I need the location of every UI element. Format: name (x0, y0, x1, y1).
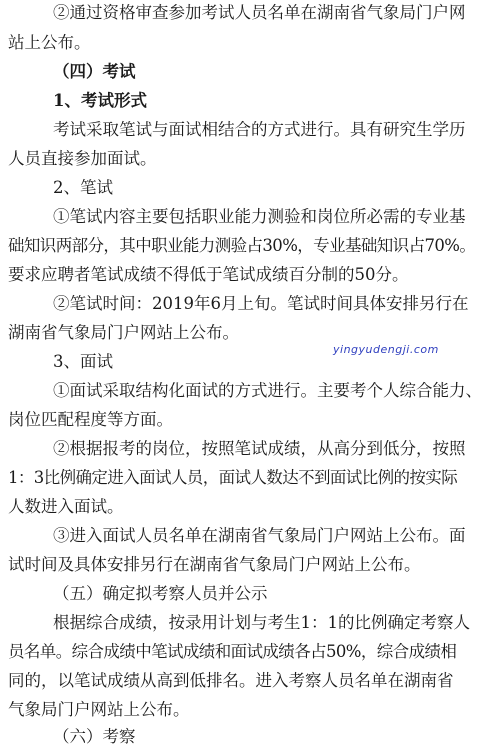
text-line: 1：3比例确定进入面试人员，面试人数达不到面试比例的按实际 (8, 468, 458, 487)
section-heading: （四）考试 (53, 62, 136, 81)
text-line: ①面试采取结构化面试的方式进行。主要考个人综合能力、 (53, 381, 482, 400)
text-line: 根据综合成绩，按录用计划与考生1：1的比例确定考察人 (53, 613, 470, 632)
text-line: 人数进入面试。 (8, 497, 124, 516)
subsection-heading: 2、笔试 (53, 178, 113, 197)
text-line: ①笔试内容主要包括职业能力测验和岗位所必需的专业基 (53, 207, 466, 226)
text-line: 站上公布。 (8, 33, 91, 52)
section-heading: （五）确定拟考察人员并公示 (53, 584, 268, 603)
text-line: ③进入面试人员名单在湖南省气象局门户网站上公布。面 (53, 526, 466, 545)
section-heading: （六）考察 (53, 727, 136, 746)
text-line: 同的，以笔试成绩从高到低排名。进入考察人员名单在湖南省 (8, 671, 454, 690)
text-line: ②通过资格审查参加考试人员名单在湖南省气象局门户网 (53, 3, 466, 22)
text-line: 础知识两部分，其中职业能力测验占30%，专业基础知识占70%。 (8, 236, 476, 255)
text-line: 岗位匹配程度等方面。 (8, 410, 173, 429)
text-line: 湖南省气象局门户网站上公布。 (8, 323, 239, 342)
text-line: 试时间及具体安排另行在湖南省气象局门户网站上公布。 (8, 555, 421, 574)
text-line: 气象局门户网站上公布。 (8, 700, 190, 719)
text-line: ②笔试时间：2019年6月上旬。笔试时间具体安排另行在 (53, 294, 469, 313)
text-line: 要求应聘者笔试成绩不得低于笔试成绩百分制的50分。 (8, 265, 409, 284)
text-line: 员名单。综合成绩中笔试成绩和面试成绩各占50%，综合成绩相 (8, 642, 457, 661)
text-line: 人员直接参加面试。 (8, 149, 157, 168)
site-watermark: yingyudengji.com (333, 343, 439, 356)
subsection-heading: 3、面试 (53, 352, 113, 371)
subsection-heading: 1、考试形式 (53, 91, 147, 110)
text-line: 考试采取笔试与面试相结合的方式进行。具有研究生学历 (53, 120, 466, 139)
text-line: ②根据报考的岗位，按照笔试成绩，从高分到低分，按照 (53, 439, 466, 458)
